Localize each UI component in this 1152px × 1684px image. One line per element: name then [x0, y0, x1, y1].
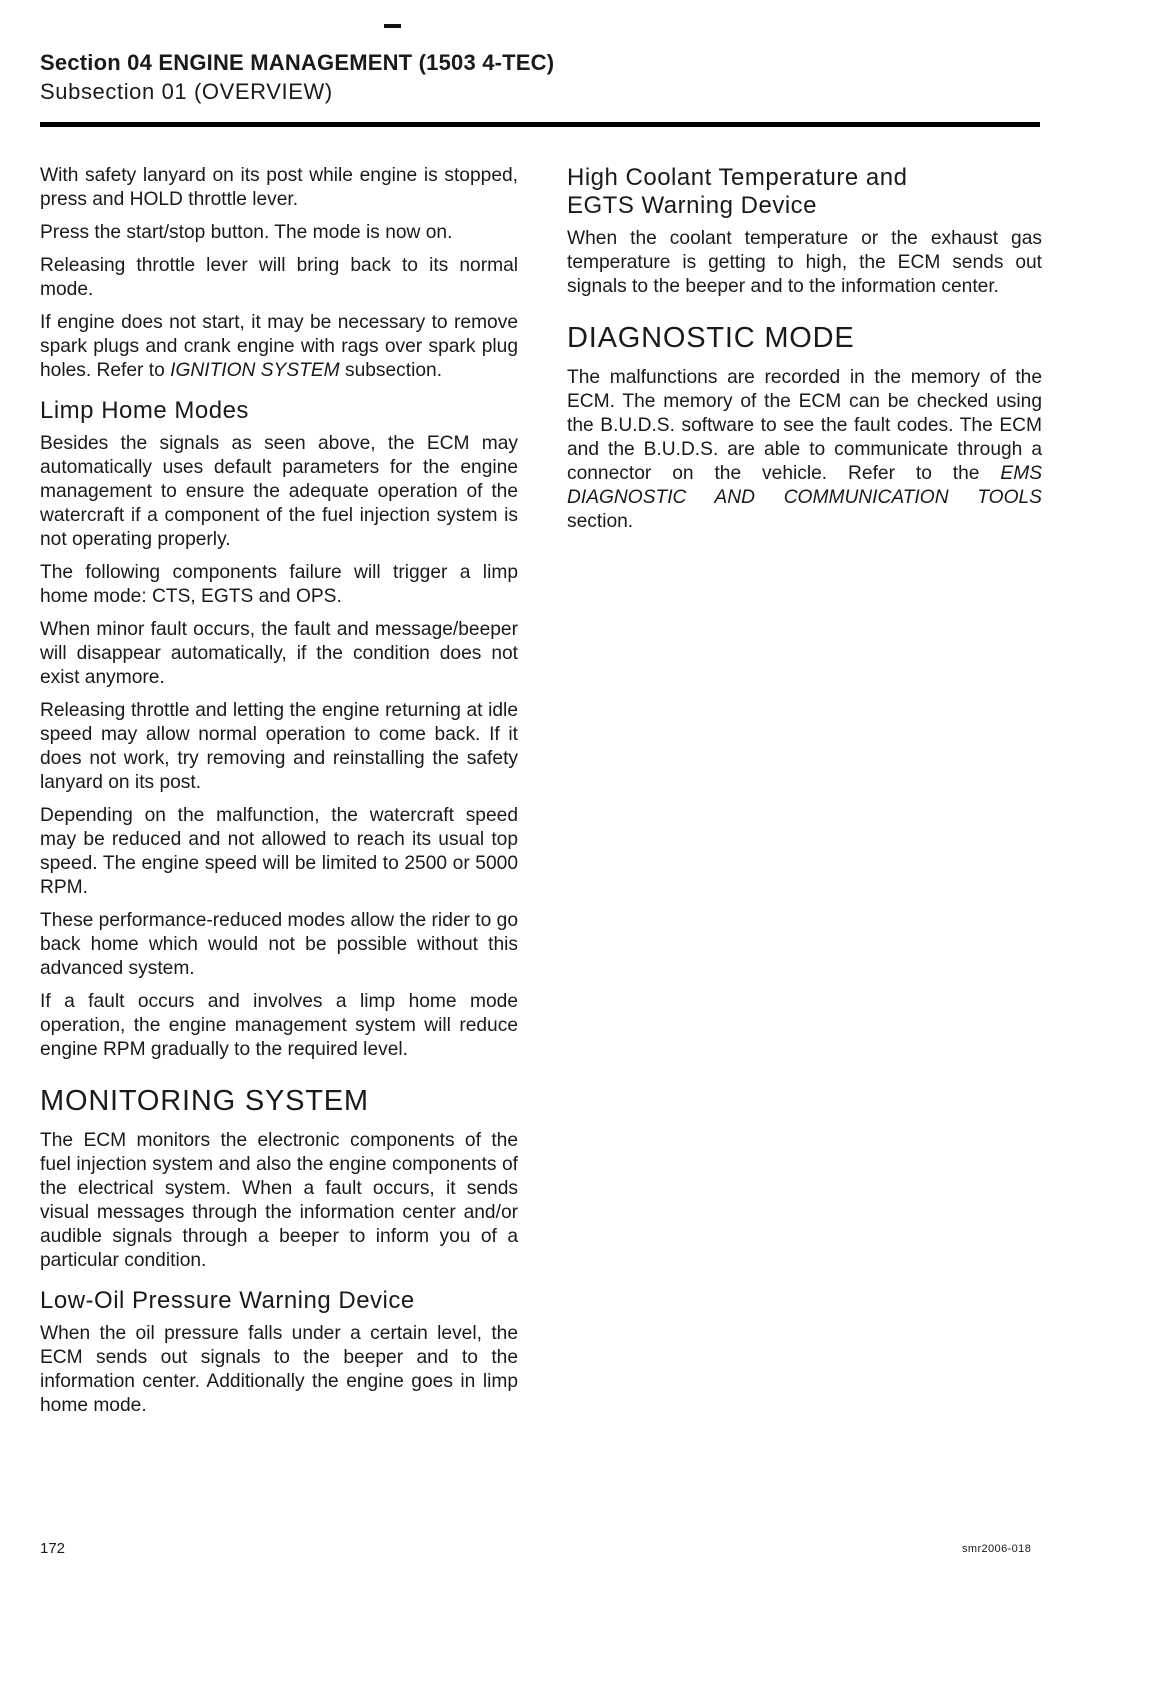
paragraph: Depending on the malfunction, the watercraft speed may be reduced and not allowed to reach its usual top speed. The engine speed will be limited to 2500 or 5000 RPM.: [40, 805, 518, 898]
heading-limp-home-modes: Limp Home Modes: [40, 397, 249, 424]
heading-low-oil-pressure: Low-Oil Pressure Warning Device: [40, 1287, 415, 1314]
cross-reference: EMS DIAGNOSTIC AND COMMUNICATION TOOLS: [567, 463, 1042, 508]
heading-line: High Coolant Temperature and: [567, 164, 908, 191]
top-registration-mark: [384, 24, 401, 28]
heading-monitoring-system: MONITORING SYSTEM: [40, 1085, 369, 1117]
paragraph: The ECM monitors the electronic components of the fuel injection system and also the engine components of the electrical system. When a fault occurs, it sends visual messages through the information center and/or audible signals through a beeper to inform you of a particular condition.: [40, 1130, 518, 1271]
page-header: [40, 48, 1040, 106]
section-title: Section 04 ENGINE MANAGEMENT (1503 4-TEC): [40, 50, 555, 75]
paragraph-with-reference: [567, 366, 1042, 534]
document-code: smr2006-018: [962, 1543, 1032, 1555]
page-number: 172: [40, 1540, 66, 1557]
paragraph: When the coolant temperature or the exhaust gas temperature is getting to high, the ECM sends out signals to the beeper and to the information center.: [567, 228, 1042, 297]
heading-coolant-egts: [567, 164, 1042, 220]
heading-line: EGTS Warning Device: [567, 192, 818, 219]
paragraph: Besides the signals as seen above, the ECM may automatically uses default parameters for the engine management to ensure the adequate operation of the watercraft if a component of the fuel injection system is not operating properly.: [40, 433, 518, 550]
cross-reference: IGNITION SYSTEM: [170, 360, 340, 381]
paragraph-text: If engine does not start, it may be necessary to remove spark plugs and crank engine with rags over spark plug holes. Refer to: [40, 312, 518, 381]
paragraph: The following components failure will trigger a limp home mode: CTS, EGTS and OPS.: [40, 562, 518, 607]
paragraph: Releasing throttle lever will bring back to its normal mode.: [40, 255, 518, 300]
right-column: [567, 164, 1042, 543]
paragraph: With safety lanyard on its post while engine is stopped, press and HOLD throttle lever.: [40, 165, 518, 210]
heading-diagnostic-mode: DIAGNOSTIC MODE: [567, 322, 855, 354]
paragraph: When minor fault occurs, the fault and message/beeper will disappear automatically, if the condition does not exist anymore.: [40, 619, 518, 688]
paragraph-text: section.: [567, 511, 634, 532]
subsection-title: Subsection 01 (OVERVIEW): [40, 79, 333, 104]
paragraph: If a fault occurs and involves a limp home mode operation, the engine management system will reduce engine RPM gradually to the required level.: [40, 991, 518, 1060]
paragraph-text: subsection.: [339, 360, 443, 381]
paragraph: These performance-reduced modes allow the rider to go back home which would not be possible without this advanced system.: [40, 910, 518, 979]
paragraph: When the oil pressure falls under a certain level, the ECM sends out signals to the beeper and to the information center. Additionally the engine goes in limp home mode.: [40, 1323, 518, 1416]
paragraph: Press the start/stop button. The mode is now on.: [40, 222, 453, 243]
paragraph: Releasing throttle and letting the engine returning at idle speed may allow normal operation to come back. If it does not work, try removing and reinstalling the safety lanyard on its post.: [40, 700, 518, 793]
paragraph-with-reference: [40, 311, 518, 383]
header-divider: [40, 122, 1040, 127]
paragraph-text: The malfunctions are recorded in the memory of the ECM. The memory of the ECM can be checked using the B.U.D.S. software to see the fault codes. The ECM and the B.U.D.S. are able to communicate through a connector on the vehicle. Refer to the: [567, 367, 1042, 484]
left-column: [40, 164, 518, 1427]
